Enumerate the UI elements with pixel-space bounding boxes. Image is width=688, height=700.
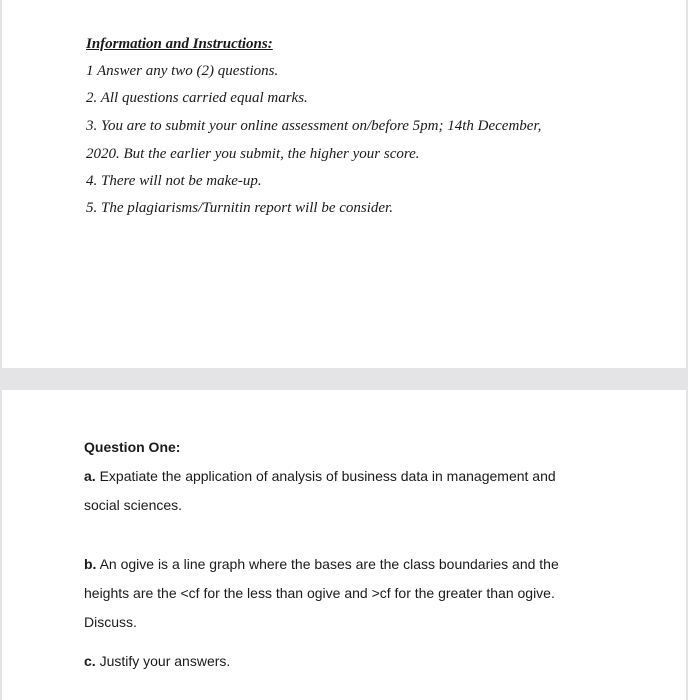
instruction-item-3-continued: 2020. But the earlier you submit, the higher your score. [86,146,420,162]
instruction-item-3: 3. You are to submit your online assessment on/before 5pm; 14th December, [86,118,542,134]
part-b-text-line-2: heights are the <cf for the less than ogive and >cf for the greater than ogive. [84,585,555,601]
instructions-title: Information and Instructions: [86,36,273,52]
part-c-text: Justify your answers. [95,653,231,669]
part-c-marker: c. [84,653,96,669]
question-part-a [84,468,556,484]
instruction-item-1: 1 Answer any two (2) questions. [86,63,279,79]
question-part-c [84,653,230,669]
part-b-text-line-3: Discuss. [84,614,137,630]
part-a-text-line-1: Expatiate the application of analysis of business data in management and [95,468,556,484]
question-one-title: Question One: [84,439,181,455]
part-a-marker: a. [84,468,96,484]
question-part-b [84,556,559,572]
instruction-item-2: 2. All questions carried equal marks. [86,90,308,106]
document-page-1 [2,0,686,368]
instruction-item-4: 4. There will not be make-up. [86,173,262,189]
part-b-text-line-1: An ogive is a line graph where the bases are the class boundaries and the [96,556,559,572]
part-b-marker: b. [84,556,97,572]
instruction-item-5: 5. The plagiarisms/Turnitin report will be consider. [86,200,393,216]
part-a-text-line-2: social sciences. [84,497,183,513]
document-page-2 [2,390,686,700]
